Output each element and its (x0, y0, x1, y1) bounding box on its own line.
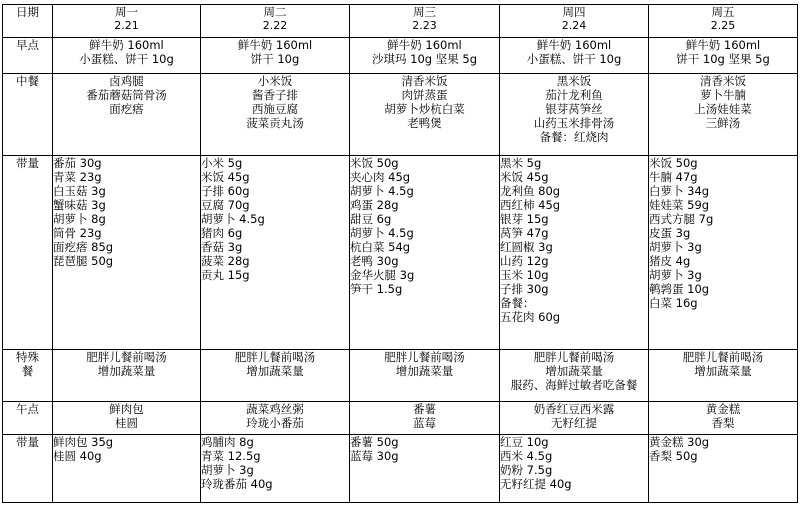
afternoon-cell (350, 402, 500, 435)
text-line: 鲜牛奶 160ml (685, 38, 761, 52)
text-line: 鸡蛋 28g (350, 198, 399, 212)
text-line: 皮蛋 3g (649, 226, 691, 240)
text-line: 黄金糕 30g (649, 435, 710, 449)
amounts-cell (500, 156, 649, 350)
breakfast-cell (500, 38, 649, 74)
afternoon-amounts-cell (500, 435, 649, 503)
label-special: 特殊餐 (3, 350, 53, 402)
text-line: 老鸭 30g (350, 254, 399, 268)
text-line: 银芽莴笋丝 (545, 102, 603, 116)
text-line: 鲜肉包 35g (53, 435, 114, 449)
text-line: 银芽 15g (500, 212, 549, 226)
text-line: 娃娃菜 59g (649, 198, 710, 212)
text-line: 番茄蘑菇筒骨汤 (86, 88, 167, 102)
label-amounts: 带量 (3, 156, 53, 350)
text-line: 猪皮 4g (649, 254, 691, 268)
text-line: 黑米 5g (500, 156, 542, 170)
day-date: 2.22 (262, 19, 288, 32)
text-line: 饼干 10g 坚果 5g (676, 52, 770, 66)
row-afternoon-amounts (3, 435, 798, 503)
special-cell (201, 350, 350, 402)
lunch-cell (649, 74, 798, 156)
text-line: 米饭 45g (201, 170, 250, 184)
text-line: 鲜牛奶 160ml (237, 38, 313, 52)
text-line: 鹌鹑蛋 10g (649, 282, 710, 296)
text-line: 增加蔬菜量 (97, 364, 156, 378)
text-line: 蔬菜鸡丝粥 (246, 402, 304, 416)
text-line: 胡萝卜 3g (201, 463, 254, 477)
label-breakfast: 早点 (3, 38, 53, 74)
text-line: 胡萝卜 4.5g (350, 226, 414, 240)
text-line: 杭白菜 54g (350, 240, 411, 254)
text-line: 莴笋 47g (500, 226, 549, 240)
day-date: 2.24 (561, 19, 587, 32)
day-date: 2.21 (114, 19, 139, 32)
text-line: 老鸭煲 (407, 116, 442, 130)
text-line: 备餐：红烧肉 (539, 130, 609, 144)
afternoon-cell (201, 402, 350, 435)
text-line: 小蛋糕、饼干 10g (526, 52, 622, 66)
text-line: 胡萝卜 3g (649, 240, 702, 254)
text-line: 西米 4.5g (500, 449, 553, 463)
afternoon-cell (53, 402, 201, 435)
afternoon-amounts-cell (649, 435, 798, 503)
day-name: 周五 (711, 5, 735, 19)
special-cell (350, 350, 500, 402)
lunch-cell (53, 74, 201, 156)
text-line: 桂圆 (115, 416, 138, 430)
text-line: 清香米饭 (401, 74, 448, 88)
text-line: 蓝莓 30g (350, 449, 399, 463)
text-line: 豆腐 70g (201, 198, 250, 212)
text-line: 米饭 50g (649, 156, 698, 170)
text-line: 三鲜汤 (705, 116, 741, 130)
text-line: 牛腩 47g (649, 170, 698, 184)
text-line: 胡萝卜炒杭白菜 (384, 102, 465, 116)
text-line: 猪肉 6g (201, 226, 243, 240)
text-line: 龙利鱼 80g (500, 184, 561, 198)
text-line: 蟹味菇 3g (53, 198, 106, 212)
text-line: 筒骨 23g (53, 226, 102, 240)
text-line: 胡萝卜 8g (53, 212, 106, 226)
text-line: 小米饭 (257, 74, 293, 88)
text-line: 子排 30g (500, 282, 549, 296)
text-line: 五花肉 60g (500, 310, 561, 324)
text-line: 白萝卜 34g (649, 184, 710, 198)
row-date (3, 5, 798, 38)
text-line: 饼干 10g (250, 52, 300, 66)
day-name: 周二 (263, 5, 287, 19)
text-line: 青菜 12.5g (201, 449, 261, 463)
text-line: 蓝莓 (413, 416, 436, 430)
afternoon-cell (649, 402, 798, 435)
text-line: 金华火腿 3g (350, 268, 415, 282)
text-line: 贡丸 15g (201, 268, 250, 282)
label-afternoon-amounts: 带量 (3, 435, 53, 503)
text-line: 增加蔬菜量 (694, 364, 752, 378)
lunch-cell (500, 74, 649, 156)
text-line: 服药、海鲜过敏者吃备餐 (510, 378, 638, 392)
day-name: 周四 (562, 5, 586, 19)
text-line: 青菜 23g (53, 170, 102, 184)
text-line: 玲珑番茄 40g (201, 477, 273, 491)
text-line: 备餐： (500, 296, 535, 310)
text-line: 萝卜牛腩 (700, 88, 746, 102)
amounts-cell (649, 156, 798, 350)
text-line: 上汤娃娃菜 (694, 102, 752, 116)
day-date: 2.25 (710, 19, 736, 32)
day-name: 周三 (413, 5, 436, 19)
day-header-0 (53, 5, 201, 38)
text-line: 肥胖儿餐前喝汤 (234, 350, 316, 364)
day-name: 周一 (115, 5, 138, 19)
text-line: 番茄 30g (53, 156, 102, 170)
breakfast-cell (53, 38, 201, 74)
row-amounts (3, 156, 798, 350)
afternoon-amounts-cell (53, 435, 201, 503)
lunch-cell (350, 74, 500, 156)
text-line: 小蛋糕、饼干 10g (79, 52, 174, 66)
special-cell (53, 350, 201, 402)
text-line: 西式方腿 7g (649, 212, 714, 226)
text-line: 小米 5g (201, 156, 243, 170)
text-line: 清香米饭 (700, 74, 746, 88)
text-line: 增加蔬菜量 (395, 364, 454, 378)
day-header-3 (500, 5, 649, 38)
text-line: 胡萝卜 4.5g (350, 184, 414, 198)
text-line: 肉饼蒸蛋 (401, 88, 448, 102)
special-cell (500, 350, 649, 402)
text-line: 夹心肉 45g (350, 170, 411, 184)
text-line: 鸡脯肉 8g (201, 435, 254, 449)
afternoon-amounts-cell (201, 435, 350, 503)
row-afternoon (3, 402, 798, 435)
text-line: 鲜肉包 (109, 402, 144, 416)
text-line: 桂圆 40g (53, 449, 102, 463)
label-afternoon: 午点 (3, 402, 53, 435)
text-line: 胡萝卜 4.5g (201, 212, 265, 226)
amounts-cell (53, 156, 201, 350)
text-line: 胡萝卜 3g (649, 268, 702, 282)
text-line: 增加蔬菜量 (545, 364, 603, 378)
label-lunch: 中餐 (3, 74, 53, 156)
row-special (3, 350, 798, 402)
text-line: 番薯 (413, 402, 436, 416)
text-line: 酱香子排 (252, 88, 298, 102)
text-line: 香菇 3g (201, 240, 243, 254)
special-cell (649, 350, 798, 402)
text-line: 西施豆腐 (252, 102, 298, 116)
text-line: 白玉菇 3g (53, 184, 106, 198)
text-line: 茄汁龙利鱼 (545, 88, 603, 102)
text-line: 黑米饭 (556, 74, 592, 88)
text-line: 奶粉 7.5g (500, 463, 553, 477)
text-line: 玲珑小番茄 (246, 416, 304, 430)
weekly-menu-table (2, 4, 798, 503)
text-line: 番薯 50g (350, 435, 399, 449)
label-date: 日期 (3, 5, 53, 38)
breakfast-cell (201, 38, 350, 74)
text-line: 山药玉米排骨汤 (533, 116, 615, 130)
text-line: 肥胖儿餐前喝汤 (533, 350, 615, 364)
text-line: 面疙瘩 85g (53, 240, 114, 254)
day-header-1 (201, 5, 350, 38)
breakfast-cell (350, 38, 500, 74)
text-line: 沙琪玛 10g 坚果 5g (371, 52, 477, 66)
text-line: 山药 12g (500, 254, 549, 268)
text-line: 笋干 1.5g (350, 282, 403, 296)
text-line: 奶香红豆西米露 (533, 402, 615, 416)
text-line: 菠菜贡丸汤 (246, 116, 304, 130)
text-line: 琵琶腿 50g (53, 254, 114, 268)
text-line: 米饭 45g (500, 170, 549, 184)
text-line: 增加蔬菜量 (246, 364, 304, 378)
text-line: 无籽红提 40g (500, 477, 572, 491)
text-line: 红豆 10g (500, 435, 549, 449)
text-line: 白菜 16g (649, 296, 698, 310)
text-line: 黄金糕 (705, 402, 741, 416)
row-breakfast (3, 38, 798, 74)
text-line: 卤鸡腿 (109, 74, 144, 88)
text-line: 肥胖儿餐前喝汤 (86, 350, 167, 364)
text-line: 鲜牛奶 160ml (387, 38, 462, 52)
text-line: 菠菜 28g (201, 254, 250, 268)
text-line: 鲜牛奶 160ml (89, 38, 164, 52)
text-line: 肥胖儿餐前喝汤 (384, 350, 465, 364)
afternoon-cell (500, 402, 649, 435)
text-line: 西红柿 45g (500, 198, 561, 212)
day-header-2 (350, 5, 500, 38)
text-line: 香梨 (711, 416, 735, 430)
amounts-cell (350, 156, 500, 350)
text-line: 玉米 10g (500, 268, 549, 282)
text-line: 甜豆 6g (350, 212, 392, 226)
row-lunch (3, 74, 798, 156)
text-line: 面疙瘩 (109, 102, 144, 116)
afternoon-amounts-cell (350, 435, 500, 503)
text-line: 红圆椒 3g (500, 240, 553, 254)
text-line: 无籽红提 (551, 416, 597, 430)
text-line: 香梨 50g (649, 449, 698, 463)
text-line: 鲜牛奶 160ml (536, 38, 612, 52)
lunch-cell (201, 74, 350, 156)
text-line: 肥胖儿餐前喝汤 (682, 350, 764, 364)
day-header-4 (649, 5, 798, 38)
day-date: 2.23 (412, 19, 437, 32)
text-line: 米饭 50g (350, 156, 399, 170)
breakfast-cell (649, 38, 798, 74)
amounts-cell (201, 156, 350, 350)
text-line: 子排 60g (201, 184, 250, 198)
